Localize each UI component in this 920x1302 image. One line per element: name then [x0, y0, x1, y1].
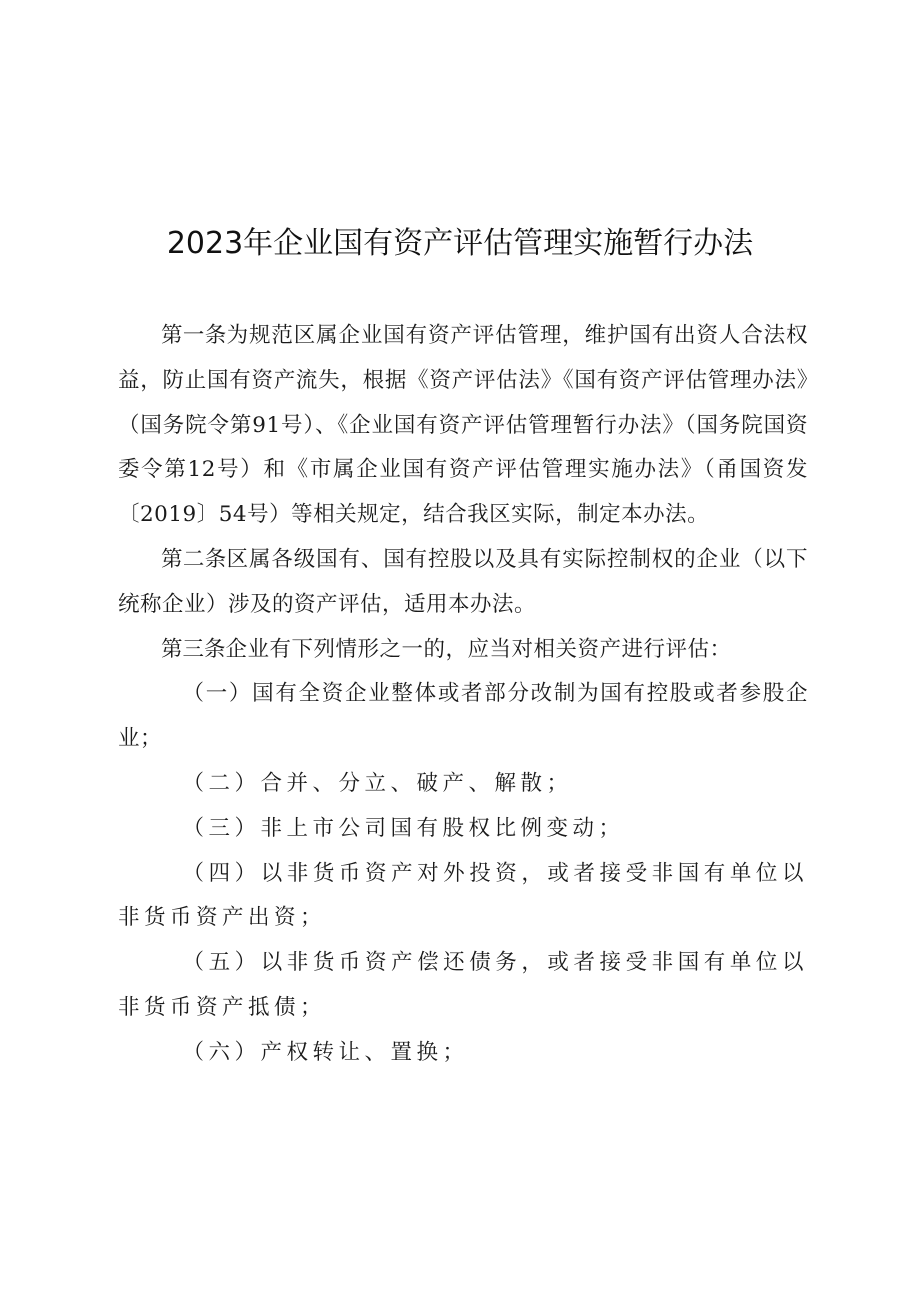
article-2-text: 区属各级国有、国有控股以及具有实际控制权的企业（以下统称企业）涉及的资产评估，适用本办法。 [118, 546, 808, 617]
article-3-lead: 第三条 [161, 636, 226, 662]
document-title: 2023年企业国有资产评估管理实施暂行办法 [166, 226, 754, 261]
article-2 [118, 538, 808, 628]
list-item: （三）非上市公司国有股权比例变动； [182, 815, 625, 841]
list-item: （五）以非货币资产偿还债务，或者接受非国有单位以非货币资产抵债； [118, 950, 808, 1020]
list-item: （一）国有全资企业整体或者部分改制为国有控股或者参股企业； [118, 681, 808, 752]
article-3 [118, 628, 808, 673]
article-1-lead: 第一条 [161, 323, 227, 348]
list-item: （四）以非货币资产对外投资，或者接受非国有单位以非货币资产出资； [118, 860, 808, 931]
article-1-text: 为规范区属企业国有资产评估管理，维护国有出资人合法权益，防止国有资产流失，根据《资产评估法》《国有资产评估管理办法》（国务院令第91号）、《企业国有资产评估管理暂行办法》（国务院国资委令第12号）和《市属企业国有资产评估管理实施办法》（甬国资发〔2019〕54号）等相关规定，结合我区实际，制定本办法。 [118, 323, 808, 528]
list-item: （二）合并、分立、破产、解散； [182, 770, 573, 796]
article-1 [118, 314, 808, 538]
article-2-lead: 第二条 [161, 546, 227, 572]
list-item: （六）产权转让、置换； [182, 1039, 469, 1065]
article-3-text: 企业有下列情形之一的，应当对相关资产进行评估： [225, 636, 732, 662]
document-body [118, 314, 808, 1076]
